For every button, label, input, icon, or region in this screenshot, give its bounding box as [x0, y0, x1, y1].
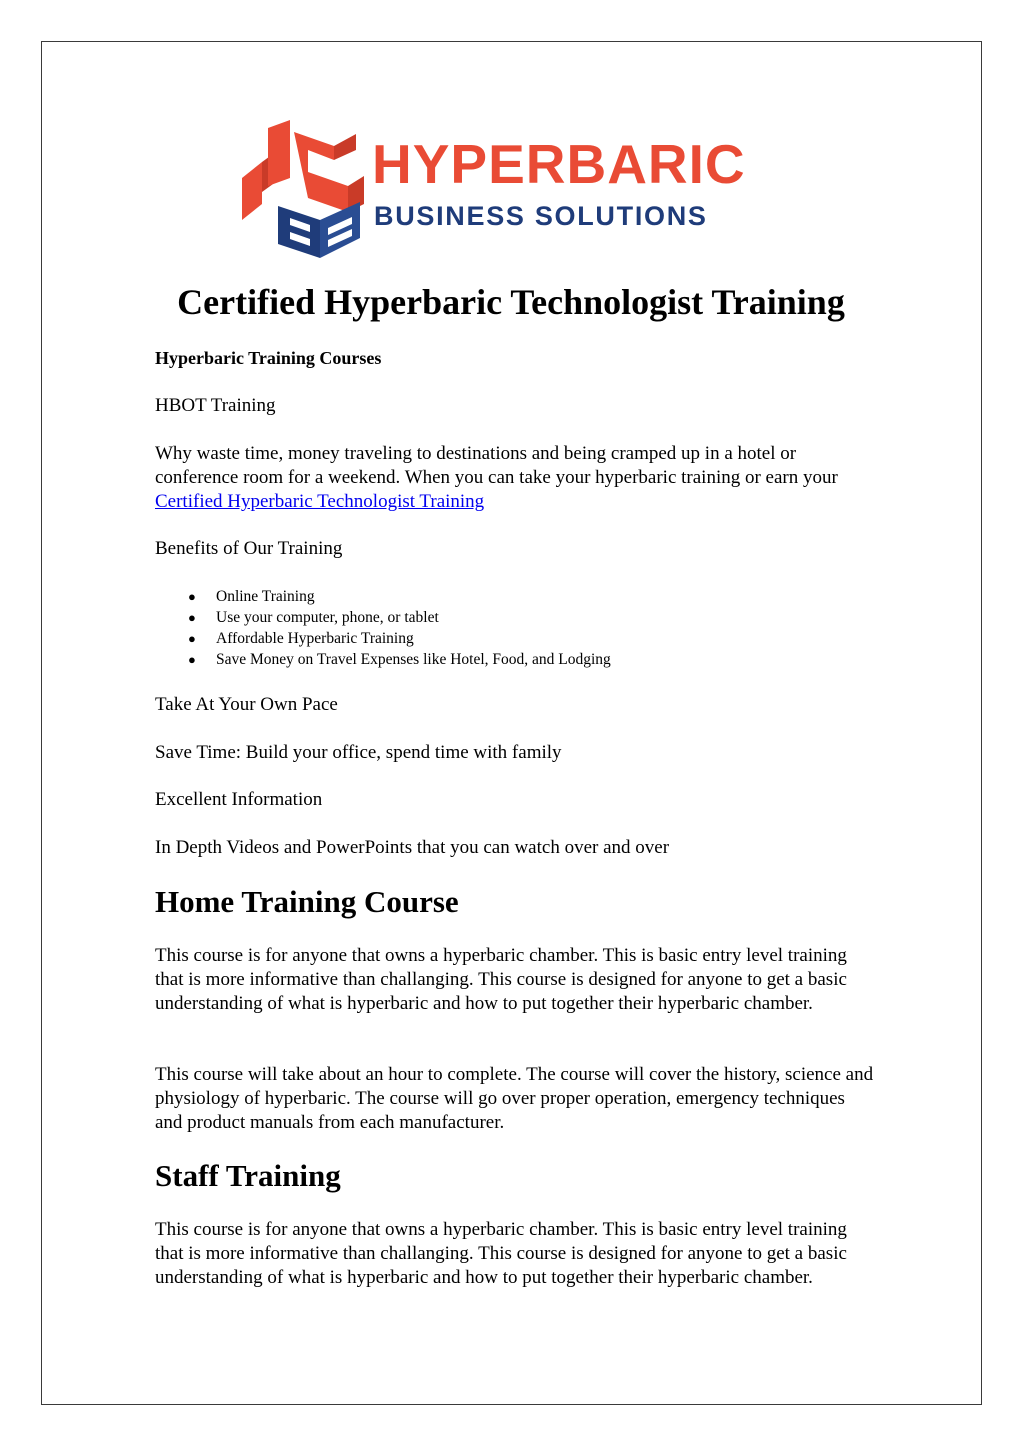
save-time-text: Save Time: Build your office, spend time with family — [155, 742, 562, 763]
courses-subtitle: Hyperbaric Training Courses — [155, 348, 382, 368]
intro-paragraph-text: Why waste time, money traveling to destinations and being cramped up in a hotel or conference room for a weekend. When you can take your hyperbaric training or earn your — [155, 443, 838, 488]
staff-training-paragraph: This course is for anyone that owns a hyperbaric chamber. This is basic entry level training that is more informative than challanging. This course is designed for anyone to get a basic understanding of what is hyperbaric and how to put together their hyperbaric chamber. — [155, 1219, 847, 1288]
intro-paragraph — [155, 442, 875, 514]
hbot-training-text: HBOT Training — [155, 395, 276, 416]
company-logo — [238, 120, 786, 258]
list-item-label: Use your computer, phone, or tablet — [216, 609, 439, 626]
bullet-icon: ● — [188, 631, 196, 646]
excellent-info-text: Excellent Information — [155, 789, 323, 810]
pace-text: Take At Your Own Pace — [155, 694, 338, 715]
bullet-icon: ● — [188, 589, 196, 604]
list-item — [155, 628, 855, 649]
staff-training-heading: Staff Training — [155, 1158, 341, 1193]
bullet-icon: ● — [188, 610, 196, 625]
home-course-heading: Home Training Course — [155, 884, 459, 919]
certified-training-link[interactable]: Certified Hyperbaric Technologist Training — [155, 491, 485, 512]
videos-text: In Depth Videos and PowerPoints that you can watch over and over — [155, 837, 670, 858]
home-course-paragraph-2: This course will take about an hour to complete. The course will cover the history, science and physiology of hyperbaric. The course will go over proper operation, emergency techniques and product manuals from each manufacturer. — [155, 1064, 874, 1133]
page-title: Certified Hyperbaric Technologist Training — [177, 282, 845, 322]
bullet-icon: ● — [188, 652, 196, 667]
list-item — [155, 607, 855, 628]
home-course-paragraph-1: This course is for anyone that owns a hyperbaric chamber. This is basic entry level training that is more informative than challanging. This course is designed for anyone to get a basic understanding of what is hyperbaric and how to put together their hyperbaric chamber. — [155, 945, 847, 1014]
benefits-list — [155, 586, 855, 670]
list-item — [155, 649, 855, 670]
logo-wordmark-secondary: BUSINESS SOLUTIONS — [374, 201, 708, 231]
list-item-label: Save Money on Travel Expenses like Hotel, Food, and Lodging — [216, 651, 611, 668]
list-item-label: Affordable Hyperbaric Training — [216, 630, 414, 647]
logo-wordmark-primary: HYPERBARIC — [372, 133, 746, 195]
hbs-logo-mark-icon — [238, 120, 368, 258]
benefits-heading: Benefits of Our Training — [155, 538, 343, 559]
list-item — [155, 586, 855, 607]
list-item-label: Online Training — [216, 588, 315, 605]
